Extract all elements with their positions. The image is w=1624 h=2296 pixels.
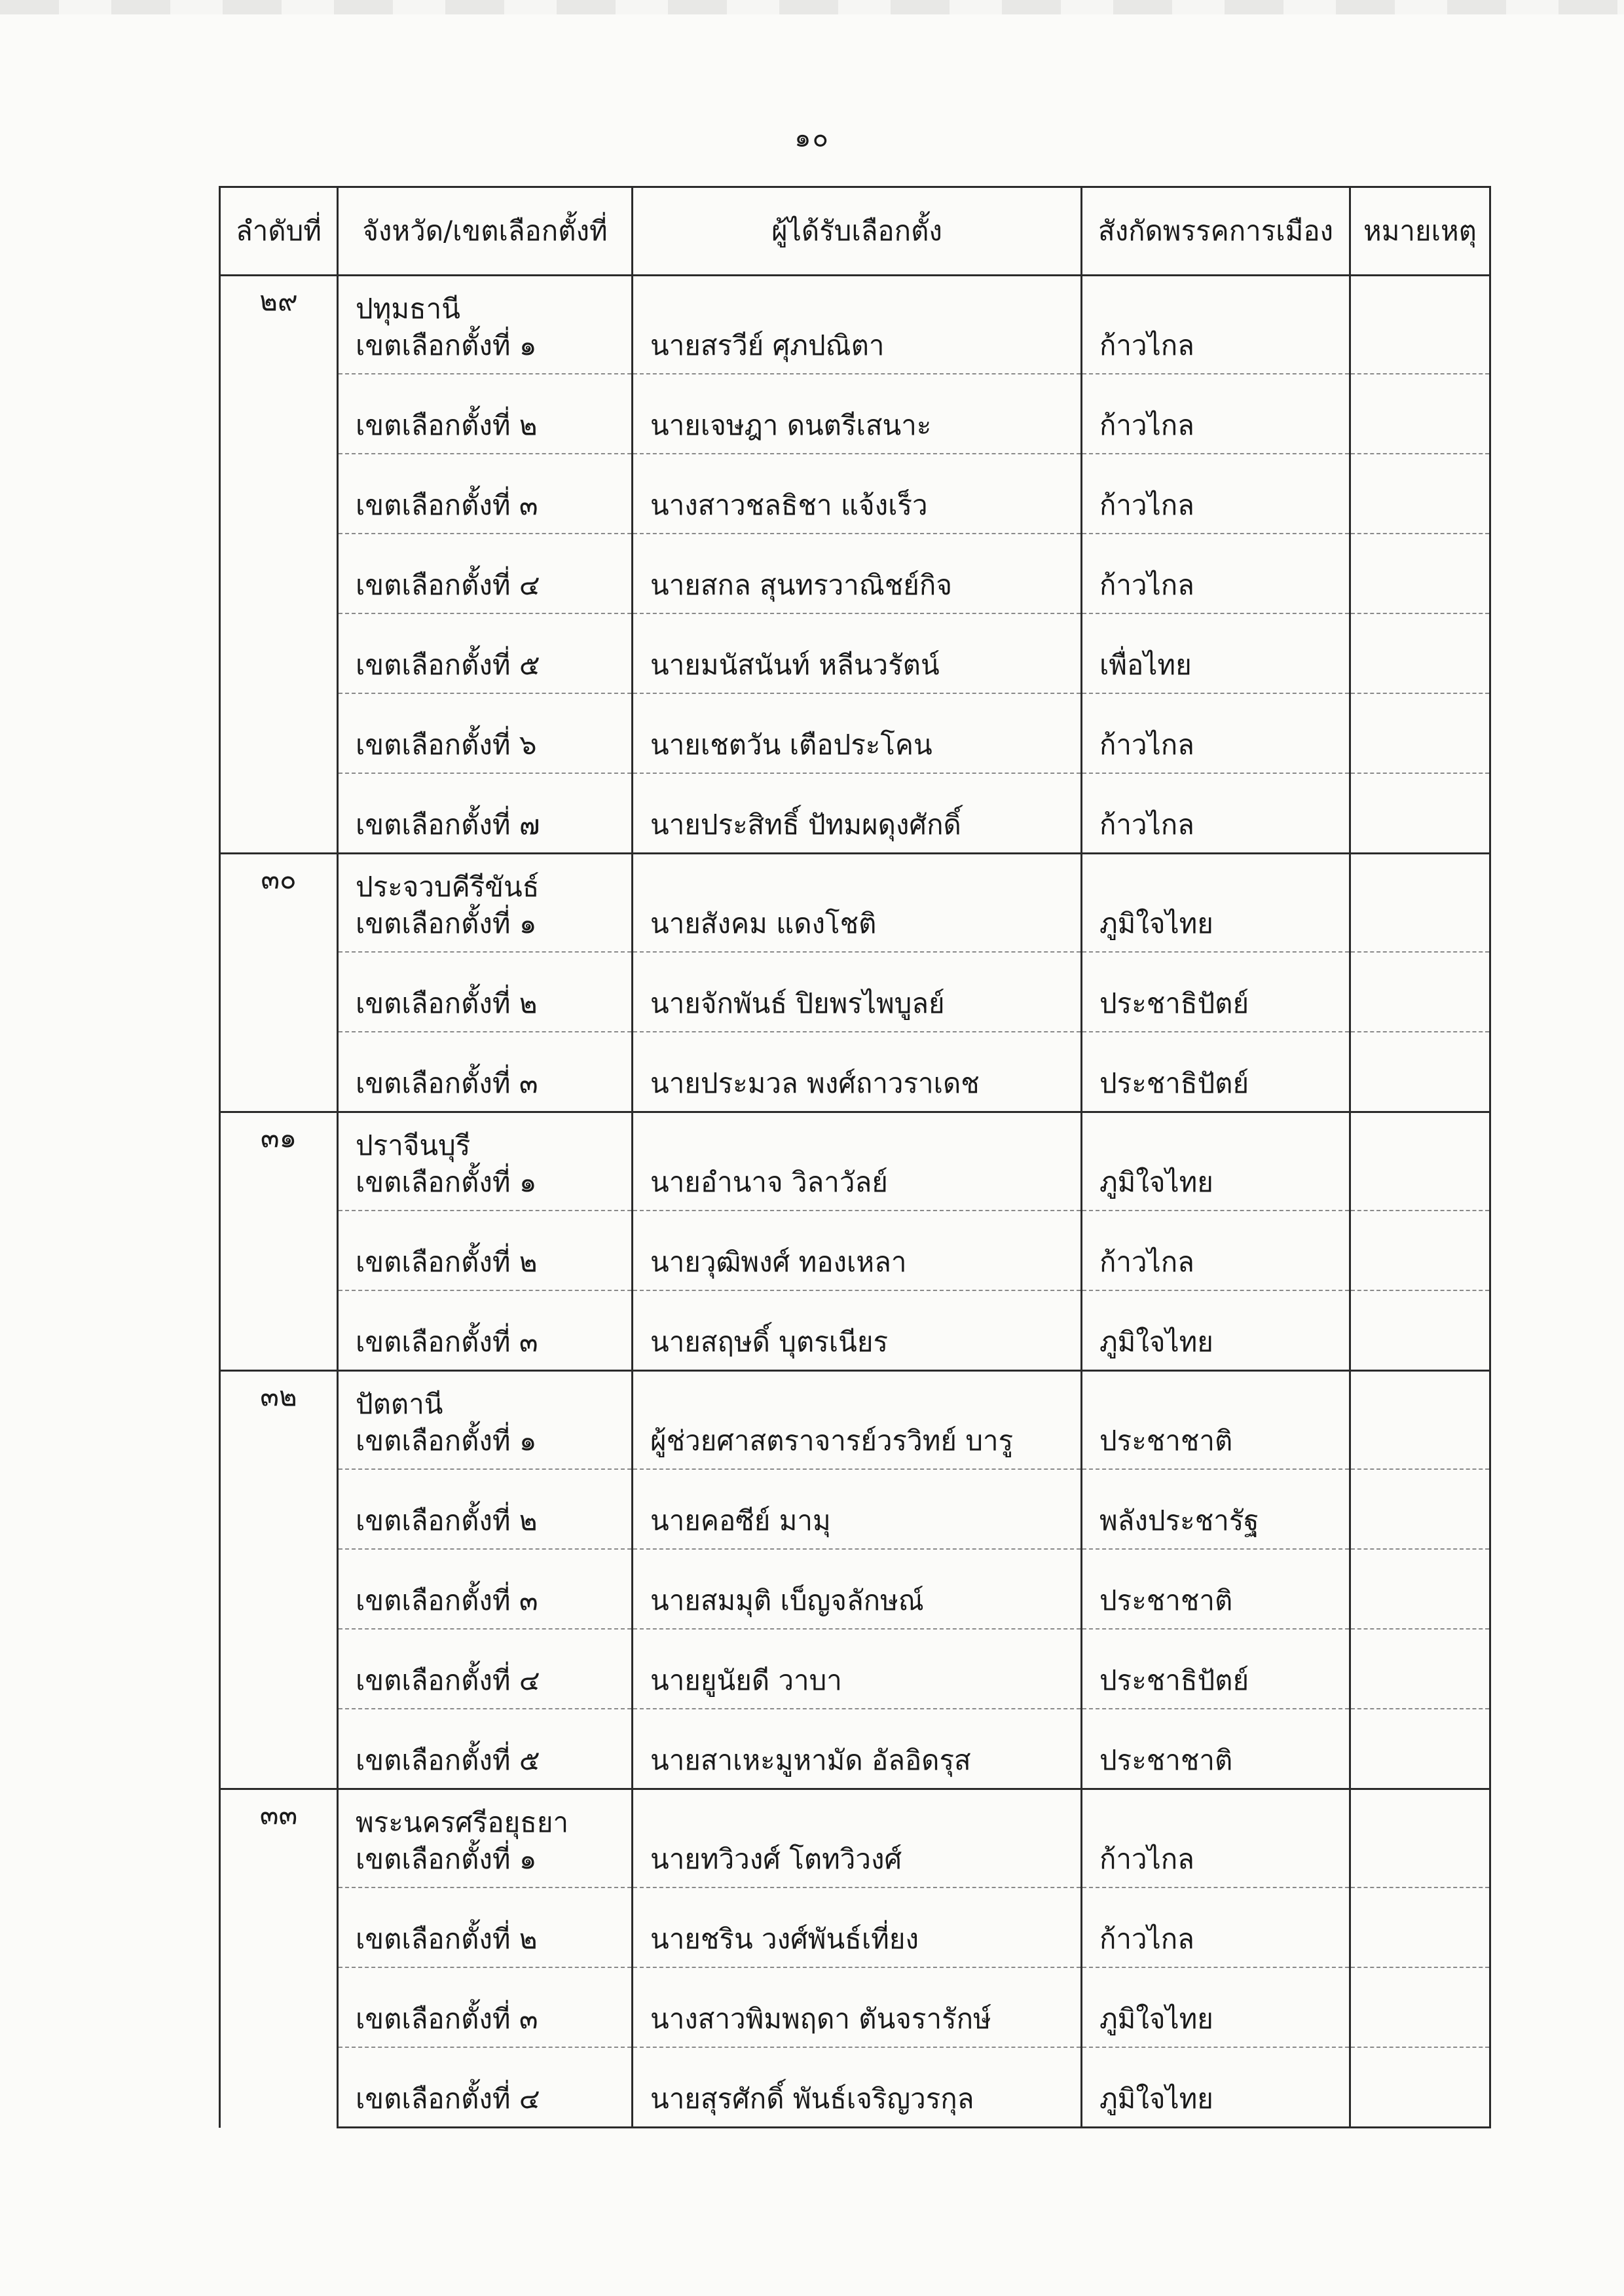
district-cell	[338, 1967, 633, 2047]
table-row	[220, 854, 1490, 953]
note-cell	[1350, 1032, 1490, 1112]
elected-name-cell: นางสาวพิมพฤดา ตันจรารักษ์	[633, 1967, 1082, 2047]
party-cell: ก้าวไกล	[1082, 276, 1350, 374]
province-name: ปัตตานี	[356, 1388, 443, 1420]
seq-cell: ๒๙	[220, 276, 338, 854]
district-cell	[338, 613, 633, 693]
elected-name-cell: นายประมวล พงศ์ถาวราเดช	[633, 1032, 1082, 1112]
seq-cell: ๓๑	[220, 1112, 338, 1371]
district-cell	[338, 1709, 633, 1789]
seq-cell: ๓๒	[220, 1371, 338, 1789]
district-label: เขตเลือกตั้งที่ ๓	[356, 2003, 538, 2035]
note-cell	[1350, 952, 1490, 1032]
district-cell	[338, 1371, 633, 1470]
party-cell: ก้าวไกล	[1082, 534, 1350, 613]
note-cell	[1350, 1211, 1490, 1290]
elected-name-cell: ผู้ช่วยศาสตราจารย์วรวิทย์ บารู	[633, 1371, 1082, 1470]
header-elected-person: ผู้ได้รับเลือกตั้ง	[633, 187, 1082, 276]
district-cell	[338, 693, 633, 773]
elected-name-cell: นายสกล สุนทรวาณิชย์กิจ	[633, 534, 1082, 613]
party-cell: ก้าวไกล	[1082, 1887, 1350, 1967]
district-label: เขตเลือกตั้งที่ ๑	[356, 1166, 537, 1198]
note-cell	[1350, 613, 1490, 693]
note-cell	[1350, 374, 1490, 454]
party-cell: ประชาธิปัตย์	[1082, 1629, 1350, 1709]
party-cell: พลังประชารัฐ	[1082, 1469, 1350, 1549]
district-label: เขตเลือกตั้งที่ ๒	[356, 1923, 538, 1955]
table-row	[220, 1549, 1490, 1629]
note-cell	[1350, 454, 1490, 534]
district-label: เขตเลือกตั้งที่ ๓	[356, 1326, 538, 1358]
table-row	[220, 1967, 1490, 2047]
table-row	[220, 1112, 1490, 1211]
party-cell: ก้าวไกล	[1082, 1789, 1350, 1888]
table-row	[220, 534, 1490, 613]
elected-name-cell: นายชริน วงศ์พันธ์เที่ยง	[633, 1887, 1082, 1967]
district-label: เขตเลือกตั้งที่ ๒	[356, 1246, 538, 1278]
header-party: สังกัดพรรคการเมือง	[1082, 187, 1350, 276]
party-cell: ประชาชาติ	[1082, 1371, 1350, 1470]
note-cell	[1350, 1709, 1490, 1789]
party-cell: ภูมิใจไทย	[1082, 1290, 1350, 1371]
note-cell	[1350, 276, 1490, 374]
elected-name-cell: นายสมมุติ เบ็ญจลักษณ์	[633, 1549, 1082, 1629]
header-note: หมายเหตุ	[1350, 187, 1490, 276]
district-cell	[338, 454, 633, 534]
note-cell	[1350, 1112, 1490, 1211]
table-row	[220, 1290, 1490, 1371]
note-cell	[1350, 1549, 1490, 1629]
table-row	[220, 773, 1490, 854]
table-row	[220, 1629, 1490, 1709]
party-cell: ก้าวไกล	[1082, 454, 1350, 534]
elected-name-cell: นายวุฒิพงศ์ ทองเหลา	[633, 1211, 1082, 1290]
header-province-district: จังหวัด/เขตเลือกตั้งที่	[338, 187, 633, 276]
district-cell	[338, 534, 633, 613]
province-name: พระนครศรีอยุธยา	[356, 1806, 569, 1838]
elected-name-cell: นายคอซีย์ มามุ	[633, 1469, 1082, 1549]
party-cell: ภูมิใจไทย	[1082, 854, 1350, 953]
party-cell: ภูมิใจไทย	[1082, 1967, 1350, 2047]
district-cell	[338, 374, 633, 454]
table-row	[220, 2047, 1490, 2128]
note-cell	[1350, 2047, 1490, 2128]
note-cell	[1350, 1967, 1490, 2047]
note-cell	[1350, 773, 1490, 854]
note-cell	[1350, 1371, 1490, 1470]
table-row	[220, 1709, 1490, 1789]
district-label: เขตเลือกตั้งที่ ๓	[356, 489, 538, 521]
elected-name-cell: นายสฤษดิ์ บุตรเนียร	[633, 1290, 1082, 1371]
district-label: เขตเลือกตั้งที่ ๑	[356, 329, 537, 361]
district-cell	[338, 1112, 633, 1211]
elected-name-cell: นายยูนัยดี วาบา	[633, 1629, 1082, 1709]
seq-cell: ๓๐	[220, 854, 338, 1112]
party-cell: ก้าวไกล	[1082, 374, 1350, 454]
district-label: เขตเลือกตั้งที่ ๒	[356, 409, 538, 441]
district-cell	[338, 1887, 633, 1967]
district-label: เขตเลือกตั้งที่ ๒	[356, 1504, 538, 1537]
table-row	[220, 952, 1490, 1032]
district-label: เขตเลือกตั้งที่ ๔	[356, 2083, 540, 2115]
elected-name-cell: นายเจษฎา ดนตรีเสนาะ	[633, 374, 1082, 454]
party-cell: ก้าวไกล	[1082, 773, 1350, 854]
elected-name-cell: นายอำนาจ วิลาวัลย์	[633, 1112, 1082, 1211]
province-name: ปราจีนบุรี	[356, 1129, 471, 1161]
elected-name-cell: นายทวิวงศ์ โตทวิวงศ์	[633, 1789, 1082, 1888]
party-cell: ประชาชาติ	[1082, 1709, 1350, 1789]
table-row	[220, 1032, 1490, 1112]
party-cell: ก้าวไกล	[1082, 1211, 1350, 1290]
elected-name-cell: นายประสิทธิ์ ปัทมผดุงศักดิ์	[633, 773, 1082, 854]
note-cell	[1350, 1290, 1490, 1371]
note-cell	[1350, 534, 1490, 613]
district-label: เขตเลือกตั้งที่ ๒	[356, 987, 538, 1019]
note-cell	[1350, 854, 1490, 953]
note-cell	[1350, 1629, 1490, 1709]
district-cell	[338, 1211, 633, 1290]
page-number: ๑๐	[794, 123, 830, 153]
district-label: เขตเลือกตั้งที่ ๕	[356, 1744, 540, 1776]
party-cell: ประชาธิปัตย์	[1082, 952, 1350, 1032]
note-cell	[1350, 1469, 1490, 1549]
table-row	[220, 693, 1490, 773]
party-cell: ภูมิใจไทย	[1082, 2047, 1350, 2128]
district-cell	[338, 1789, 633, 1888]
district-cell	[338, 1290, 633, 1371]
elected-name-cell: นางสาวชลธิชา แจ้งเร็ว	[633, 454, 1082, 534]
province-name: ประจวบคีรีขันธ์	[356, 871, 540, 903]
scan-edge-artifact	[0, 0, 1624, 14]
note-cell	[1350, 1887, 1490, 1967]
district-label: เขตเลือกตั้งที่ ๕	[356, 649, 540, 681]
district-label: เขตเลือกตั้งที่ ๗	[356, 809, 540, 841]
seq-cell: ๓๓	[220, 1789, 338, 2128]
district-label: เขตเลือกตั้งที่ ๔	[356, 569, 540, 601]
district-label: เขตเลือกตั้งที่ ๔	[356, 1664, 540, 1696]
table-row	[220, 1371, 1490, 1470]
district-cell	[338, 1629, 633, 1709]
elected-name-cell: นายสาเหะมูหามัด อัลอิดรุส	[633, 1709, 1082, 1789]
district-label: เขตเลือกตั้งที่ ๓	[356, 1584, 538, 1616]
table-row	[220, 1789, 1490, 1888]
district-label: เขตเลือกตั้งที่ ๑	[356, 907, 537, 939]
district-cell	[338, 276, 633, 374]
header-seq: ลำดับที่	[220, 187, 338, 276]
district-label: เขตเลือกตั้งที่ ๖	[356, 729, 537, 761]
table-body	[220, 276, 1490, 2128]
party-cell: ภูมิใจไทย	[1082, 1112, 1350, 1211]
table-row	[220, 1469, 1490, 1549]
district-cell	[338, 773, 633, 854]
party-cell: เพื่อไทย	[1082, 613, 1350, 693]
table-row	[220, 1887, 1490, 1967]
district-cell	[338, 1549, 633, 1629]
elected-name-cell: นายสุรศักดิ์ พันธ์เจริญวรกุล	[633, 2047, 1082, 2128]
elected-name-cell: นายสรวีย์ ศุภปณิตา	[633, 276, 1082, 374]
note-cell	[1350, 1789, 1490, 1888]
district-cell	[338, 2047, 633, 2128]
district-cell	[338, 952, 633, 1032]
note-cell	[1350, 693, 1490, 773]
table-row	[220, 374, 1490, 454]
election-results-table	[219, 186, 1491, 2128]
party-cell: ประชาธิปัตย์	[1082, 1032, 1350, 1112]
elected-name-cell: นายสังคม แดงโชติ	[633, 854, 1082, 953]
elected-name-cell: นายจักพันธ์ ปิยพรไพบูลย์	[633, 952, 1082, 1032]
table-row	[220, 613, 1490, 693]
table-row	[220, 454, 1490, 534]
district-label: เขตเลือกตั้งที่ ๑	[356, 1843, 537, 1875]
table-header-row	[220, 187, 1490, 276]
table-row	[220, 276, 1490, 374]
district-label: เขตเลือกตั้งที่ ๑	[356, 1425, 537, 1457]
party-cell: ประชาชาติ	[1082, 1549, 1350, 1629]
elected-name-cell: นายมนัสนันท์ หลีนวรัตน์	[633, 613, 1082, 693]
elected-name-cell: นายเชตวัน เตือประโคน	[633, 693, 1082, 773]
district-cell	[338, 1469, 633, 1549]
district-label: เขตเลือกตั้งที่ ๓	[356, 1067, 538, 1099]
district-cell	[338, 854, 633, 953]
party-cell: ก้าวไกล	[1082, 693, 1350, 773]
table-row	[220, 1211, 1490, 1290]
district-cell	[338, 1032, 633, 1112]
province-name: ปทุมธานี	[356, 293, 460, 325]
